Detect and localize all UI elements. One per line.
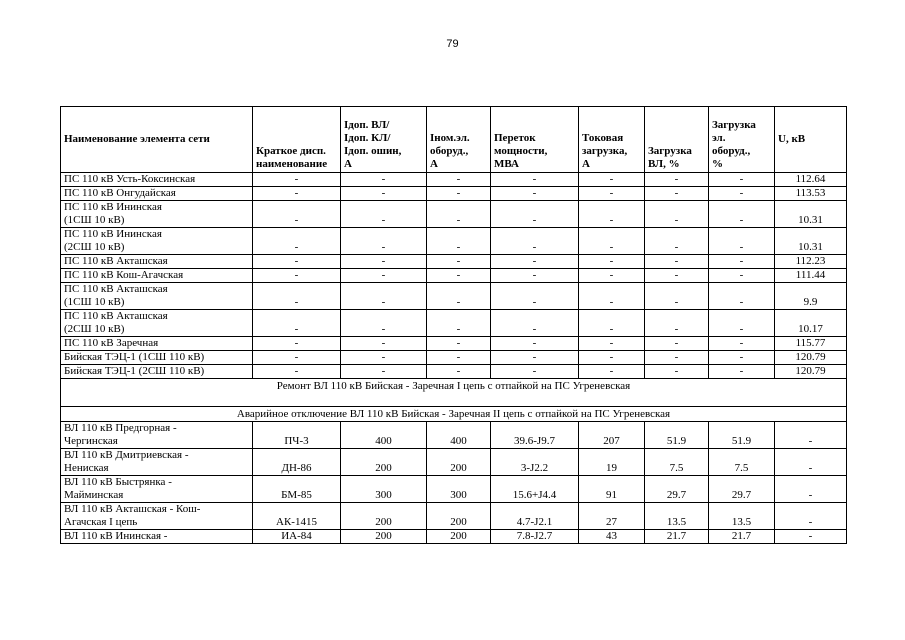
element-name-cell [61, 449, 253, 476]
column-header-line: Краткое дисп. [256, 145, 326, 157]
column-header [491, 107, 579, 173]
value-cell: 39.6-J9.7 [491, 422, 579, 449]
value-cell: - [645, 337, 709, 351]
value-cell: - [253, 269, 341, 283]
value-cell: - [491, 173, 579, 187]
value-cell: 300 [341, 476, 427, 503]
column-header [253, 107, 341, 173]
value-cell: - [427, 228, 491, 255]
value-cell: - [341, 269, 427, 283]
element-name-line: (1СШ 10 кВ) [64, 214, 125, 226]
element-name-line: Майминская [64, 489, 124, 501]
value-cell: - [427, 201, 491, 228]
value-cell: 207 [579, 422, 645, 449]
value-cell: 91 [579, 476, 645, 503]
value-cell: - [645, 201, 709, 228]
table-row [61, 187, 847, 201]
value-cell: - [579, 351, 645, 365]
table-row [61, 255, 847, 269]
value-cell: 3-J2.2 [491, 449, 579, 476]
element-name-cell [61, 269, 253, 283]
value-cell: 51.9 [645, 422, 709, 449]
element-name-line: Чергинская [64, 435, 118, 447]
value-cell: ИА-84 [253, 530, 341, 544]
element-name-cell [61, 283, 253, 310]
column-header-line: Загрузка [712, 119, 756, 131]
value-cell: 15.6+J4.4 [491, 476, 579, 503]
value-cell: 29.7 [709, 476, 775, 503]
value-cell: - [253, 201, 341, 228]
value-cell: 10.31 [775, 228, 847, 255]
element-name-line: Бийская ТЭЦ-1 (2СШ 110 кВ) [64, 365, 205, 377]
column-header-line: Iдоп. ВЛ/ [344, 119, 390, 131]
value-cell: - [253, 228, 341, 255]
element-name-line: ВЛ 110 кВ Дмитриевская - [64, 449, 189, 461]
column-header-line: U, кВ [778, 133, 806, 145]
table-row [61, 173, 847, 187]
value-cell: - [491, 310, 579, 337]
column-header-line: наименование [256, 158, 328, 170]
section-title-row [61, 379, 847, 394]
spacer-cell [61, 393, 847, 407]
element-name-cell [61, 530, 253, 544]
column-header [579, 107, 645, 173]
element-name-cell [61, 187, 253, 201]
table-row [61, 530, 847, 544]
value-cell: - [579, 269, 645, 283]
element-name-line: Нениская [64, 462, 109, 474]
value-cell: - [645, 228, 709, 255]
value-cell: - [709, 337, 775, 351]
value-cell: - [579, 283, 645, 310]
value-cell: 43 [579, 530, 645, 544]
value-cell: - [579, 310, 645, 337]
value-cell: 200 [341, 503, 427, 530]
column-header-line: А [344, 158, 352, 170]
table-row [61, 310, 847, 337]
column-header-line: Загрузка [648, 145, 692, 157]
value-cell: - [709, 201, 775, 228]
value-cell: - [491, 269, 579, 283]
value-cell: АК-1415 [253, 503, 341, 530]
value-cell: - [341, 310, 427, 337]
value-cell: 4.7-J2.1 [491, 503, 579, 530]
value-cell: 112.64 [775, 173, 847, 187]
element-name-line: ВЛ 110 кВ Быстрянка - [64, 476, 172, 488]
value-cell: 7.8-J2.7 [491, 530, 579, 544]
column-header [427, 107, 491, 173]
value-cell: - [645, 187, 709, 201]
value-cell: - [341, 351, 427, 365]
column-header-line: оборуд., [430, 145, 469, 157]
table-row [61, 365, 847, 379]
value-cell: - [775, 503, 847, 530]
value-cell: - [491, 283, 579, 310]
value-cell: 10.31 [775, 201, 847, 228]
value-cell: 27 [579, 503, 645, 530]
column-header-line: Iдоп. КЛ/ [344, 132, 391, 144]
value-cell: - [579, 173, 645, 187]
value-cell: - [427, 365, 491, 379]
element-name-line: ВЛ 110 кВ Предгорная - [64, 422, 177, 434]
value-cell: 200 [427, 503, 491, 530]
element-name-cell [61, 503, 253, 530]
value-cell: - [341, 255, 427, 269]
value-cell: - [427, 283, 491, 310]
table-row [61, 337, 847, 351]
value-cell: 200 [427, 449, 491, 476]
value-cell: - [709, 365, 775, 379]
value-cell: - [645, 365, 709, 379]
value-cell: - [709, 310, 775, 337]
value-cell: - [645, 310, 709, 337]
value-cell: - [709, 255, 775, 269]
value-cell: 120.79 [775, 365, 847, 379]
element-name-line: Агачская I цепь [64, 516, 138, 528]
column-header-line: Iдоп. ошин, [344, 145, 402, 157]
value-cell: - [341, 283, 427, 310]
value-cell: - [427, 255, 491, 269]
element-name-line: ПС 110 кВ Ининская [64, 201, 162, 213]
column-header [61, 107, 253, 173]
value-cell: ДН-86 [253, 449, 341, 476]
element-name-line: ПС 110 кВ Акташская [64, 255, 168, 267]
value-cell: - [253, 187, 341, 201]
value-cell: - [709, 187, 775, 201]
value-cell: - [709, 173, 775, 187]
value-cell: 13.5 [709, 503, 775, 530]
table-row [61, 476, 847, 503]
value-cell: 300 [427, 476, 491, 503]
section-title-row [61, 407, 847, 422]
value-cell: - [775, 530, 847, 544]
value-cell: - [579, 337, 645, 351]
value-cell: - [341, 187, 427, 201]
value-cell: - [253, 351, 341, 365]
value-cell: 120.79 [775, 351, 847, 365]
value-cell: 400 [341, 422, 427, 449]
page-number: 79 [446, 38, 459, 50]
element-name-line: Бийская ТЭЦ-1 (1СШ 110 кВ) [64, 351, 205, 363]
value-cell: - [709, 228, 775, 255]
element-name-cell [61, 351, 253, 365]
element-name-line: (2СШ 10 кВ) [64, 241, 125, 253]
value-cell: - [775, 422, 847, 449]
column-header-line: Iном.эл. [430, 132, 470, 144]
table-row [61, 201, 847, 228]
element-name-cell [61, 201, 253, 228]
value-cell: - [491, 201, 579, 228]
table-row [61, 283, 847, 310]
value-cell: - [491, 365, 579, 379]
value-cell: - [645, 255, 709, 269]
table-row [61, 422, 847, 449]
column-header-line: эл. [712, 132, 726, 144]
value-cell: - [645, 269, 709, 283]
value-cell: - [253, 283, 341, 310]
element-name-line: ПС 110 кВ Ининская [64, 228, 162, 240]
value-cell: 51.9 [709, 422, 775, 449]
element-name-cell [61, 422, 253, 449]
value-cell: 13.5 [645, 503, 709, 530]
element-name-cell [61, 173, 253, 187]
value-cell: - [579, 187, 645, 201]
value-cell: - [253, 365, 341, 379]
value-cell: - [427, 310, 491, 337]
value-cell: - [427, 173, 491, 187]
spacer-row [61, 393, 847, 407]
value-cell: БМ-85 [253, 476, 341, 503]
element-name-line: ПС 110 кВ Кош-Агачская [64, 269, 184, 281]
value-cell: - [491, 351, 579, 365]
column-header-line: Токовая [582, 132, 624, 144]
results-table [60, 106, 847, 544]
column-header-line: Переток [494, 132, 536, 144]
value-cell: - [491, 337, 579, 351]
value-cell: 400 [427, 422, 491, 449]
element-name-cell [61, 476, 253, 503]
value-cell: - [645, 283, 709, 310]
element-name-cell [61, 337, 253, 351]
value-cell: - [579, 255, 645, 269]
value-cell: - [253, 255, 341, 269]
column-header-line: % [712, 158, 723, 170]
value-cell: ПЧ-3 [253, 422, 341, 449]
value-cell: - [645, 351, 709, 365]
table-row [61, 449, 847, 476]
element-name-cell [61, 365, 253, 379]
column-header [645, 107, 709, 173]
value-cell: 7.5 [645, 449, 709, 476]
value-cell: - [579, 365, 645, 379]
table-row [61, 228, 847, 255]
value-cell: 115.77 [775, 337, 847, 351]
table-row [61, 269, 847, 283]
value-cell: - [579, 201, 645, 228]
element-name-line: ПС 110 кВ Акташская [64, 310, 168, 322]
value-cell: - [775, 449, 847, 476]
value-cell: - [427, 269, 491, 283]
element-name-cell [61, 228, 253, 255]
value-cell: - [579, 228, 645, 255]
column-header-line: А [582, 158, 590, 170]
element-name-line: ПС 110 кВ Онгудайская [64, 187, 176, 199]
value-cell: - [341, 228, 427, 255]
value-cell: - [491, 255, 579, 269]
column-header-line: оборуд., [712, 145, 751, 157]
value-cell: - [253, 310, 341, 337]
element-name-cell [61, 310, 253, 337]
value-cell: 200 [341, 530, 427, 544]
element-name-cell [61, 255, 253, 269]
column-header [709, 107, 775, 173]
value-cell: - [427, 337, 491, 351]
element-name-line: (2СШ 10 кВ) [64, 323, 125, 335]
table-body [61, 173, 847, 544]
value-cell: - [427, 187, 491, 201]
value-cell: - [341, 173, 427, 187]
column-header-line: ВЛ, % [648, 158, 680, 170]
value-cell: 21.7 [645, 530, 709, 544]
value-cell: 19 [579, 449, 645, 476]
column-header [341, 107, 427, 173]
value-cell: 111.44 [775, 269, 847, 283]
column-header-line: загрузка, [582, 145, 628, 157]
value-cell: - [427, 351, 491, 365]
value-cell: 7.5 [709, 449, 775, 476]
value-cell: 112.23 [775, 255, 847, 269]
value-cell: - [253, 337, 341, 351]
element-name-line: ПС 110 кВ Акташская [64, 283, 168, 295]
section-title: Аварийное отключение ВЛ 110 кВ Бийская - Заречная II цепь с отпайкой на ПС Угреневская [61, 407, 847, 422]
column-header-line: МВА [494, 158, 519, 170]
value-cell: 200 [341, 449, 427, 476]
element-name-line: ВЛ 110 кВ Ининская - [64, 530, 168, 542]
value-cell: - [709, 351, 775, 365]
value-cell: - [491, 228, 579, 255]
value-cell: 9.9 [775, 283, 847, 310]
value-cell: - [775, 476, 847, 503]
element-name-line: ПС 110 кВ Усть-Коксинская [64, 173, 196, 185]
section-title: Ремонт ВЛ 110 кВ Бийская - Заречная I цепь с отпайкой на ПС Угреневская [61, 379, 847, 394]
value-cell: 113.53 [775, 187, 847, 201]
column-header-line: Наименование элемента сети [64, 133, 210, 145]
column-header-line: А [430, 158, 438, 170]
table-row [61, 351, 847, 365]
value-cell: - [645, 173, 709, 187]
value-cell: - [341, 201, 427, 228]
value-cell: - [709, 269, 775, 283]
table-header-row [61, 107, 847, 173]
element-name-line: ПС 110 кВ Заречная [64, 337, 159, 349]
value-cell: - [253, 173, 341, 187]
table-row [61, 503, 847, 530]
value-cell: 21.7 [709, 530, 775, 544]
column-header-line: мощности, [494, 145, 548, 157]
column-header [775, 107, 847, 173]
value-cell: - [491, 187, 579, 201]
value-cell: - [341, 337, 427, 351]
value-cell: - [709, 283, 775, 310]
value-cell: 200 [427, 530, 491, 544]
value-cell: 29.7 [645, 476, 709, 503]
value-cell: - [341, 365, 427, 379]
element-name-line: ВЛ 110 кВ Акташская - Кош- [64, 503, 201, 515]
value-cell: 10.17 [775, 310, 847, 337]
element-name-line: (1СШ 10 кВ) [64, 296, 125, 308]
